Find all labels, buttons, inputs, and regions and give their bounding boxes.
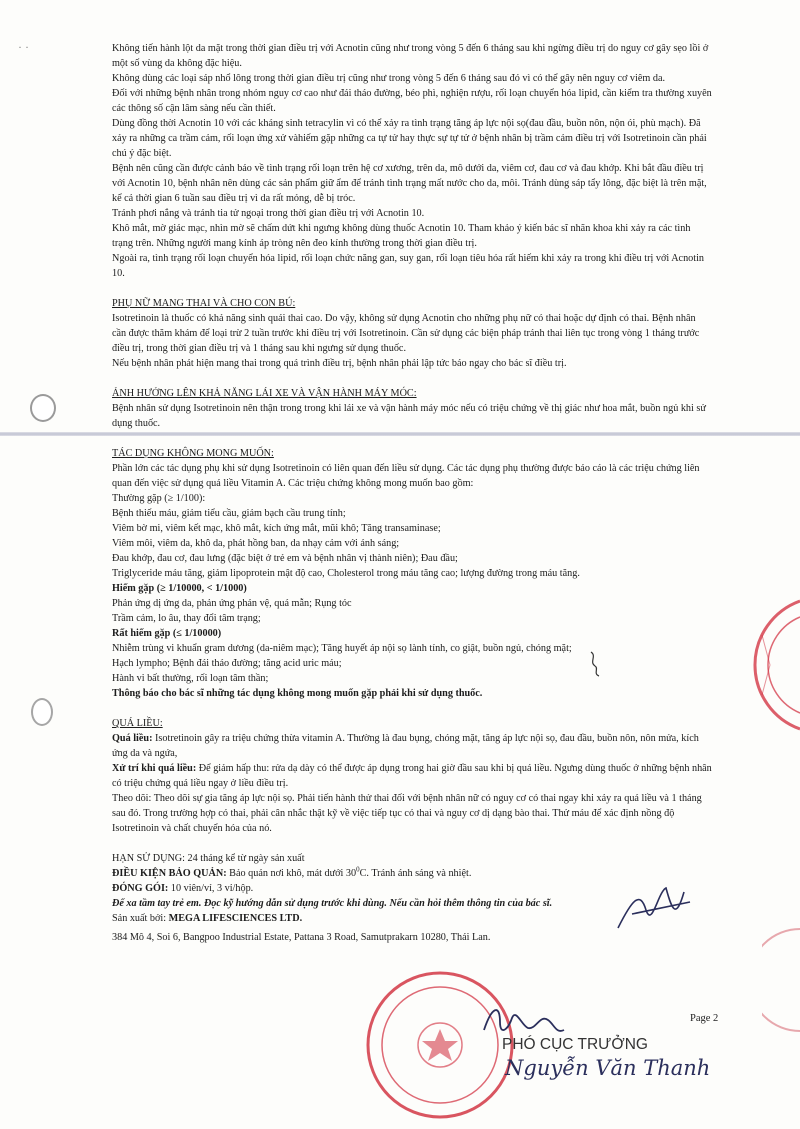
paragraph: Không dùng các loại sáp nhổ lông trong thời gian điều trị cũng như trong vòng 5 đến 6 tháng sau đó vì có thể gây nên nguy cơ viêm da. (112, 73, 666, 84)
section-heading-overdose: QUÁ LIỀU: (112, 718, 163, 729)
paragraph: Ngoài ra, tình trạng rối loạn chuyển hóa lipid, rối loạn chức năng gan, suy gan, rối loạn tiêu hóa rất hiếm khi xảy ra trong khi điều trị với Acnotin 10. (112, 253, 705, 279)
storage-value: Bảo quản nơi khô, mát dưới 30 (226, 868, 357, 879)
paragraph: Theo dõi: Theo dõi sự gia tăng áp lực nội sọ. Phải tiến hành thử thai đối với bệnh nhân nữ có nguy cơ có thai ngay khi xảy ra quá liều và 1 tháng sau đó. Trong trường hợp có thai, phải cân nhắc thật kỹ về việc tiếp tục có thai và nguy cơ dị dạng bào thai. Thử máu để xác định nồng độ Isotretinoin và chất chuyển hóa của nó. (112, 793, 702, 834)
paragraph: Tránh phơi nắng và tránh tia tử ngoại trong thời gian điều trị với Acnotin 10. (112, 208, 425, 219)
corner-scan-mark: · · (18, 40, 29, 54)
page-number: Page 2 (690, 1013, 719, 1024)
notice-text: Thông báo cho bác sĩ những tác dụng không mong muốn gặp phải khi sử dụng thuốc. (112, 688, 483, 699)
frequency-label-rare: Rất hiếm gặp (≤ 1/10000) (112, 628, 222, 639)
signatory-name: Nguyễn Văn Thanh (505, 1056, 711, 1080)
list-item: Hành vi bất thường, rối loạn tâm thần; (112, 673, 269, 684)
packing-label: ĐÓNG GÓI: (112, 883, 169, 894)
paragraph (112, 761, 712, 791)
list-item: Viêm môi, viêm da, khô da, phát hồng ban, da nhạy cảm với ánh sáng; (112, 538, 400, 549)
list-item: Bệnh thiếu máu, giảm tiểu cầu, giảm bạch cầu trung tính; (112, 508, 346, 519)
manufacturer-address: 384 Mô 4, Soi 6, Bangpoo Industrial Estate, Pattana 3 Road, Samutprakarn 10280, Thái Lan. (112, 932, 491, 943)
list-item: Phản ứng dị ứng da, phản ứng phản vệ, quá mẫn; Rụng tóc (112, 598, 352, 609)
overdose-label: Quá liều: (112, 733, 153, 744)
section-heading-driving: ẢNH HƯỞNG LÊN KHẢ NĂNG LÁI XE VÀ VẬN HÀNH MÁY MÓC: (112, 388, 417, 399)
manufacturer-label: Sản xuất bởi: (112, 913, 167, 924)
edge-stamp (722, 595, 800, 735)
paragraph: Bệnh nên cũng cần được cảnh báo về tình trạng rối loạn trên hệ cơ xương, trên da, mô dưới da, viêm cơ, đau cơ và đau khớp. Khi bắt đầu điều trị với Acnotin 10, bệnh nhân nên dùng các sản phẩm giữ ẩm để tránh tình trạng mất nước cho da, môi. Tránh dùng sáp tẩy lông, đặc biệt là trên mặt, kể cả thời gian 6 tuần sau điều trị vì da rất mỏng, dễ bị tróc. (112, 163, 707, 204)
official-stamp (360, 965, 520, 1125)
degree-superscript: 0 (356, 865, 360, 874)
initial-mark (585, 648, 609, 680)
paragraph (112, 731, 712, 761)
section-heading-pregnancy: PHỤ NỮ MANG THAI VÀ CHO CON BÚ: (112, 298, 296, 309)
paragraph: Isotretinoin là thuốc có khả năng sinh quái thai cao. Do vậy, không sử dụng Acnotin cho những phụ nữ có thai hoặc dự định có thai. Bệnh nhân cần được thăm khám để loại trừ 2 tuần trước khi điều trị với Isotretinoin. Cần sử dụng các biện pháp tránh thai liên tục trong vòng 1 tháng trước điều trị, trong thời gian điều trị và 1 tháng sau khi ngưng sử dụng thuốc. (112, 313, 700, 354)
signatory-title: PHÓ CỤC TRƯỞNG (502, 1036, 648, 1053)
list-item: Viêm bờ mi, viêm kết mạc, khô mắt, kích ứng mắt, mũi khô; Tăng transaminase; (112, 523, 441, 534)
document-body (112, 41, 712, 945)
shelf-life-label: HẠN SỬ DỤNG: (112, 853, 185, 864)
edge-stamp-lower (762, 925, 800, 1035)
paragraph: Đối với những bệnh nhân trong nhóm nguy cơ cao như đái tháo đường, béo phì, nghiện rượu, rối loạn chuyển hóa lipid, cần kiểm tra thường xuyên các thông số cận lâm sàng nếu cần thiết. (112, 88, 712, 114)
paragraph: Không tiến hành lột da mặt trong thời gian điều trị với Acnotin cũng như trong vòng 5 đến 6 tháng sau khi ngừng điều trị do nguy cơ gây sẹo lồi ở một số vùng da không đặc hiệu. (112, 43, 709, 69)
warning-text: Để xa tầm tay trẻ em. Đọc kỹ hướng dẫn sử dụng trước khi dùng. Nếu cần hỏi thêm thông tin của bác sĩ. (112, 898, 553, 909)
handwritten-signature-right (612, 880, 702, 940)
shelf-life (112, 851, 712, 866)
section-heading-side-effects: TÁC DỤNG KHÔNG MONG MUỐN: (112, 448, 274, 459)
manufacturer-name: MEGA LIFESCIENCES LTD. (166, 913, 303, 924)
punch-hole (31, 698, 53, 726)
frequency-label-common: Thường gặp (≥ 1/100): (112, 493, 206, 504)
frequency-label-uncommon: Hiếm gặp (≥ 1/10000, < 1/1000) (112, 583, 247, 594)
treatment-label: Xử trí khi quá liều: (112, 763, 197, 774)
storage (112, 866, 712, 881)
list-item: Trầm cảm, lo âu, thay đổi tâm trạng; (112, 613, 261, 624)
punch-hole (30, 394, 56, 422)
treatment-text: Để giảm hấp thu: rửa dạ dày có thể được áp dụng trong hai giờ đầu sau khi bị quá liều. Ngưng dùng thuốc ở những bệnh nhân có triệu chứng quá liều ngay ở liều điều trị. (112, 763, 712, 789)
list-item: Nhiễm trùng vi khuẩn gram dương (da-niêm mạc); Tăng huyết áp nội sọ lành tính, co giật, buồn ngủ, chóng mặt; (112, 643, 572, 654)
storage-value-end: C. Tránh ánh sáng và nhiệt. (359, 868, 472, 879)
storage-label: ĐIỀU KIỆN BẢO QUẢN: (112, 868, 227, 879)
overdose-text: Isotretinoin gây ra triệu chứng thừa vitamin A. Thường là đau bụng, chóng mặt, tăng áp lực nội sọ, đau đầu, buồn nôn, nôn mửa, kích ứng da và ngứa, (112, 733, 699, 759)
paragraph: Nếu bệnh nhân phát hiện mang thai trong quá trình điều trị, bệnh nhân phải lập tức báo ngay cho bác sĩ điều trị. (112, 358, 567, 369)
paragraph: Khô mắt, mờ giác mạc, nhìn mờ sẽ chấm dứt khi ngưng không dùng thuốc Acnotin 10. Tham khảo ý kiến bác sĩ nhãn khoa khi xảy ra các tình trạng trên. Những người mang kính áp tròng nên đeo kính thường trong thời gian điều trị. (112, 223, 691, 249)
list-item: Hạch lympho; Bệnh đái tháo đường; tăng acid uric máu; (112, 658, 342, 669)
packing-value: 10 viên/vỉ, 3 vỉ/hộp. (168, 883, 254, 894)
list-item: Triglyceride máu tăng, giảm lipoprotein mật độ cao, Cholesterol trong máu tăng cao; lượng đường trong máu tăng. (112, 568, 580, 579)
list-item: Đau khớp, đau cơ, đau lưng (đặc biệt ở trẻ em và bệnh nhân vị thành niên); Đau đầu; (112, 553, 458, 564)
shelf-life-value: 24 tháng kể từ ngày sản xuất (185, 853, 305, 864)
paragraph: Bệnh nhân sử dụng Isotretinoin nên thận trong trong khi lái xe và vận hành máy móc nếu có triệu chứng về thị giác như hoa mắt, buồn ngủ khi sử dụng thuốc. (112, 403, 706, 429)
paragraph: Dùng đồng thời Acnotin 10 với các kháng sinh tetracylin vì có thể xảy ra tình trạng tăng áp lực nội sọ(đau đầu, buồn nôn, nộn ói, phù mạch). Đã xảy ra những ca trầm cảm, rối loạn ứng xử vàhiếm gặp những ca tự tử hay thực sự tự tử ở bệnh nhân bị trầm cảm điều trị với Isotretinoin cần phải chú ý đặc biệt. (112, 118, 707, 159)
paragraph: Phần lớn các tác dụng phụ khi sử dụng Isotretinoin có liên quan đến liều sử dụng. Các tác dụng phụ thường được báo cáo là các triệu chứng liên quan đến việc sử dụng quá liều Vitamin A. Các triệu chứng không mong muốn bao gồm: (112, 463, 700, 489)
